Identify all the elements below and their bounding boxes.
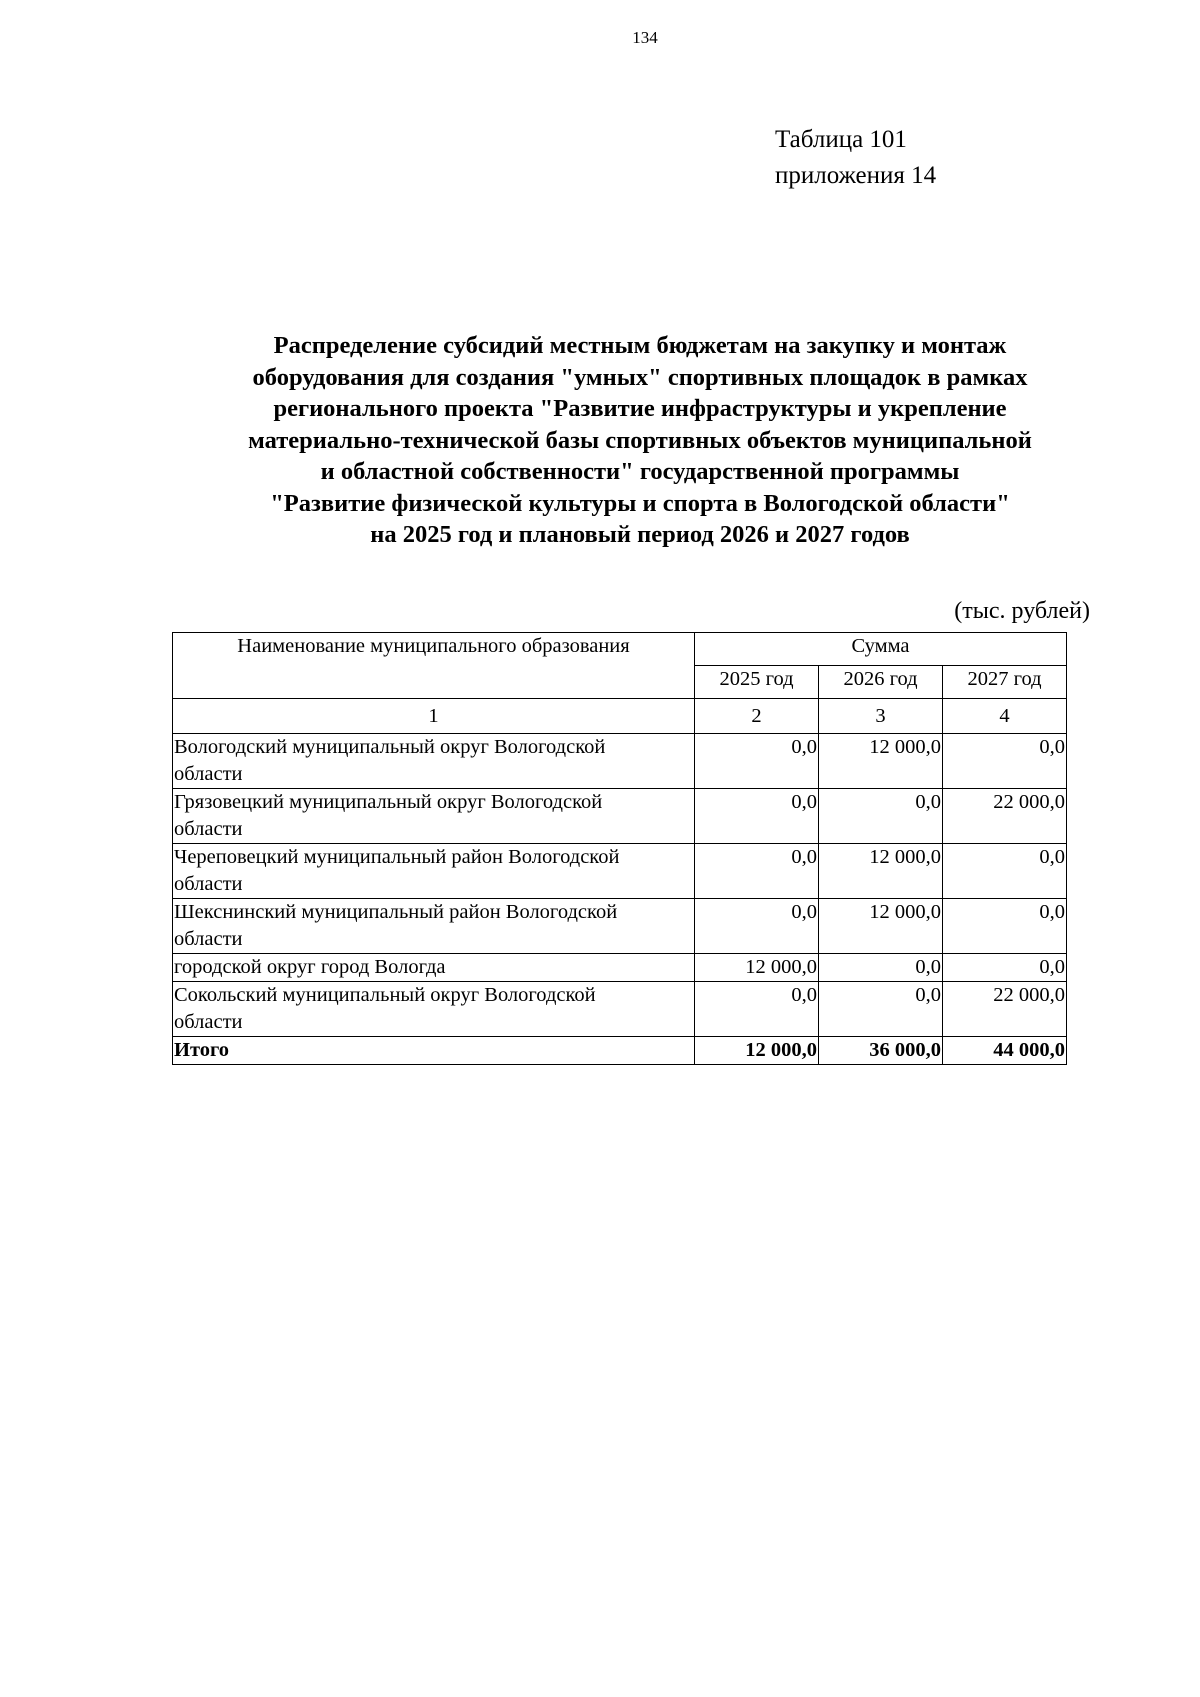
amount-2027: 0,0 — [943, 734, 1067, 789]
appendix-reference — [775, 122, 936, 194]
column-number: 4 — [943, 699, 1067, 734]
header-year-2026: 2026 год — [819, 666, 943, 699]
column-numbers-row — [173, 699, 1067, 734]
municipality-name: городской округ город Вологда — [173, 954, 695, 982]
amount-2027: 0,0 — [943, 844, 1067, 899]
title-line: Распределение субсидий местным бюджетам на закупку и монтаж — [273, 332, 1007, 359]
municipality-name: Вологодский муниципальный округ Вологодской области — [173, 734, 695, 789]
amount-2027: 22 000,0 — [943, 982, 1067, 1037]
document-title — [140, 330, 1140, 551]
amount-2025: 12 000,0 — [695, 954, 819, 982]
amount-2025: 0,0 — [695, 982, 819, 1037]
table-total-row — [173, 1037, 1067, 1065]
amount-2025: 0,0 — [695, 899, 819, 954]
amount-2025: 0,0 — [695, 844, 819, 899]
column-number: 3 — [819, 699, 943, 734]
table-row — [173, 982, 1067, 1037]
table-header-row — [173, 633, 1067, 666]
amount-2026: 0,0 — [819, 954, 943, 982]
municipality-name: Грязовецкий муниципальный округ Вологодской области — [173, 789, 695, 844]
page-number: 134 — [632, 28, 658, 47]
title-line: на 2025 год и плановый период 2026 и 2027 годов — [370, 521, 910, 548]
amount-2025: 0,0 — [695, 734, 819, 789]
column-number: 1 — [173, 699, 695, 734]
column-number: 2 — [695, 699, 819, 734]
table-row — [173, 734, 1067, 789]
municipality-name: Череповецкий муниципальный район Вологодской области — [173, 844, 695, 899]
total-2027: 44 000,0 — [943, 1037, 1067, 1065]
subsidies-table — [172, 632, 1067, 1065]
amount-2026: 0,0 — [819, 789, 943, 844]
title-line: "Развитие физической культуры и спорта в Вологодской области" — [270, 489, 1010, 517]
amount-2026: 12 000,0 — [819, 844, 943, 899]
amount-2026: 12 000,0 — [819, 734, 943, 789]
amount-2027: 0,0 — [943, 899, 1067, 954]
table-row — [173, 789, 1067, 844]
header-year-2025: 2025 год — [695, 666, 819, 699]
municipality-name: Шекснинский муниципальный район Вологодской области — [173, 899, 695, 954]
title-line: и областной собственности" государственной программы — [320, 458, 960, 485]
header-sum: Сумма — [695, 633, 1067, 666]
amount-2025: 0,0 — [695, 789, 819, 844]
table-row — [173, 844, 1067, 899]
title-line: материально-технической базы спортивных объектов муниципальной — [248, 426, 1032, 454]
title-line: оборудования для создания "умных" спортивных площадок в рамках — [252, 363, 1028, 391]
appendix-annex-number: приложения 14 — [775, 162, 937, 189]
amount-2027: 0,0 — [943, 954, 1067, 982]
amount-2027: 22 000,0 — [943, 789, 1067, 844]
total-2025: 12 000,0 — [695, 1037, 819, 1065]
title-line: регионального проекта "Развитие инфраструктуры и укрепление — [273, 395, 1007, 422]
amount-2026: 0,0 — [819, 982, 943, 1037]
table-row — [173, 899, 1067, 954]
total-label: Итого — [173, 1037, 695, 1065]
table-row — [173, 954, 1067, 982]
municipality-name: Сокольский муниципальный округ Вологодской области — [173, 982, 695, 1037]
units-note: (тыс. рублей) — [954, 598, 1090, 624]
appendix-table-number: Таблица 101 — [775, 126, 907, 153]
header-year-2027: 2027 год — [943, 666, 1067, 699]
total-2026: 36 000,0 — [819, 1037, 943, 1065]
amount-2026: 12 000,0 — [819, 899, 943, 954]
header-municipality-name: Наименование муниципального образования — [173, 633, 695, 699]
